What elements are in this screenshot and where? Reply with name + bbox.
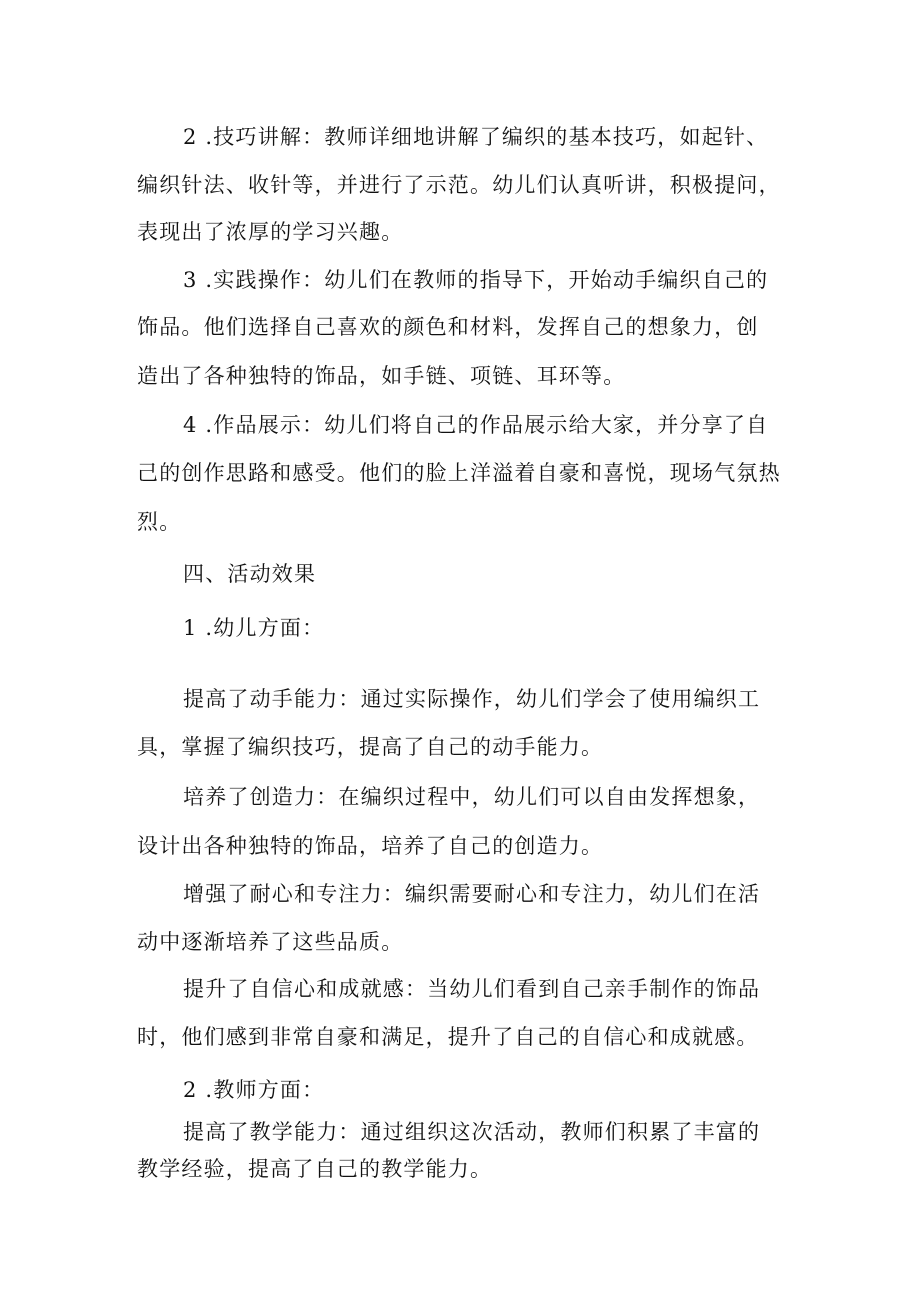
paragraph-line: 饰品。他们选择自己喜欢的颜色和材料，发挥自己的想象力，创 <box>137 315 759 339</box>
paragraph-line: 2 .技巧讲解：教师详细地讲解了编织的基本技巧，如起针、 <box>183 125 769 149</box>
paragraph-line: 培养了创造力：在编织过程中，幼儿们可以自由发挥想象， <box>183 785 761 809</box>
paragraph-line: 表现出了浓厚的学习兴趣。 <box>137 220 404 244</box>
paragraph-line: 提高了教学能力：通过组织这次活动，教师们积累了丰富的 <box>183 1120 761 1144</box>
paragraph-line: 设计出各种独特的饰品，培养了自己的创造力。 <box>137 834 604 858</box>
paragraph-line: 3 .实践操作：幼儿们在教师的指导下，开始动手编织自己的 <box>183 268 769 292</box>
subsection-heading: 1 .幼儿方面： <box>183 616 325 640</box>
section-heading: 四、活动效果 <box>183 562 317 586</box>
paragraph-line: 动中逐渐培养了这些品质。 <box>137 930 404 954</box>
paragraph-line: 提高了动手能力：通过实际操作，幼儿们学会了使用编织工 <box>183 687 761 711</box>
paragraph-line: 己的创作思路和感受。他们的脸上洋溢着自豪和喜悦，现场气氛热 <box>137 461 781 485</box>
paragraph-line: 提升了自信心和成就感：当幼儿们看到自己亲手制作的饰品 <box>183 977 761 1001</box>
paragraph-line: 具，掌握了编织技巧，提高了自己的动手能力。 <box>137 735 604 759</box>
paragraph-line: 造出了各种独特的饰品，如手链、项链、耳环等。 <box>137 364 626 388</box>
subsection-heading: 2 .教师方面： <box>183 1078 325 1102</box>
paragraph-line: 烈。 <box>137 510 182 534</box>
paragraph-line: 增强了耐心和专注力：编织需要耐心和专注力，幼儿们在活 <box>183 882 761 906</box>
paragraph-line: 时，他们感到非常自豪和满足，提升了自己的自信心和成就感。 <box>137 1025 759 1049</box>
paragraph-line: 编织针法、收针等，并进行了示范。幼儿们认真听讲，积极提问， <box>137 173 781 197</box>
paragraph-line: 教学经验，提高了自己的教学能力。 <box>137 1157 493 1181</box>
paragraph-line: 4 .作品展示：幼儿们将自己的作品展示给大家，并分享了自 <box>183 413 769 437</box>
